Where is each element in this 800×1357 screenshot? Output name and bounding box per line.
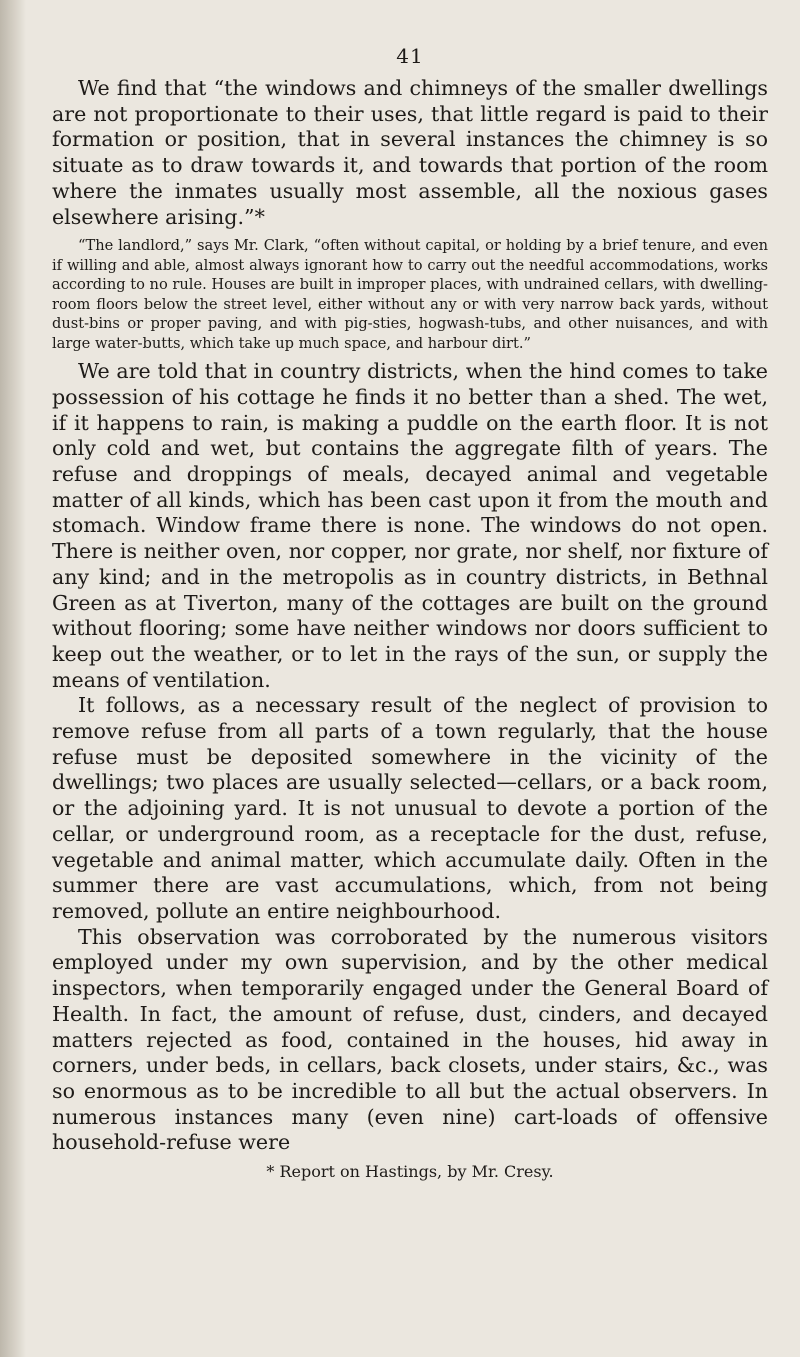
binding-gutter: [0, 0, 26, 1357]
paragraph-windows-chimneys: We find that “the windows and chimneys of the smaller dwellings are not proportionate to their uses, that little regard is paid to their formation or position, that in several instances the chimney is so situate as to draw towards it, and towards that portion of the room where the inmates usually most assemble, all the noxious gases elsewhere arising.”*: [52, 76, 768, 229]
paragraph-refuse-neglect: It follows, as a necessary result of the neglect of provision to remove refuse from all parts of a town regularly, that the house refuse must be deposited somewhere in the vicinity of the dwellings; two places are usually selected—cellars, or a back room, or the adjoining yard. It is not unusual to devote a portion of the cellar, or underground room, as a receptacle for the dust, refuse, vegetable and animal matter, which accumulate daily. Often in the summer there are vast accumulations, which, from not being removed, pollute an entire neighbourhood.: [52, 693, 768, 923]
paragraph-observation-corroborated: This observation was corroborated by the numerous visitors employed under my own supervision, and by the other medical inspectors, when temporarily engaged under the General Board of Health. In fact, the amount of refuse, dust, cinders, and decayed matters rejected as food, contained in the houses, hid away in corners, under beds, in cellars, back closets, under stairs, &c., was so enormous as to be incredible to all but the actual observers. In numerous instances many (even nine) cart-loads of offensive household-refuse were: [52, 924, 768, 1155]
quote-landlord-mr-clark: “The landlord,” says Mr. Clark, “often without capital, or holding by a brief tenure, and even if willing and able, almost always ignorant how to carry out the needful accommodations, works according to no rule. Houses are built in improper places, with undrained cellars, with dwelling-room floors below the street level, either without any or with very narrow back yards, without dust-bins or proper paving, and with pig-sties, hogwash-tubs, and other nuisances, and with large water-butts, which take up much space, and harbour dirt.”: [52, 237, 768, 352]
page-content: [52, 44, 768, 1181]
paragraph-country-districts: We are told that in country districts, when the hind comes to take possession of his cottage he finds it no better than a shed. The wet, if it happens to rain, is making a puddle on the earth floor. It is not only cold and wet, but contains the aggregate filth of years. The refuse and droppings of meals, decayed animal and vegetable matter of all kinds, which has been cast upon it from the mouth and stomach. Window frame there is none. The windows do not open. There is neither oven, nor copper, nor grate, nor shelf, nor fixture of any kind; and in the metropolis as in country districts, in Bethnal Green as at Tiverton, many of the cottages are built on the ground without flooring; some have neither windows nor doors sufficient to keep out the weather, or to let in the rays of the sun, or supply the means of ventilation.: [52, 359, 768, 692]
footnote: * Report on Hastings, by Mr. Cresy.: [266, 1162, 554, 1182]
page-number: 41: [396, 44, 424, 68]
